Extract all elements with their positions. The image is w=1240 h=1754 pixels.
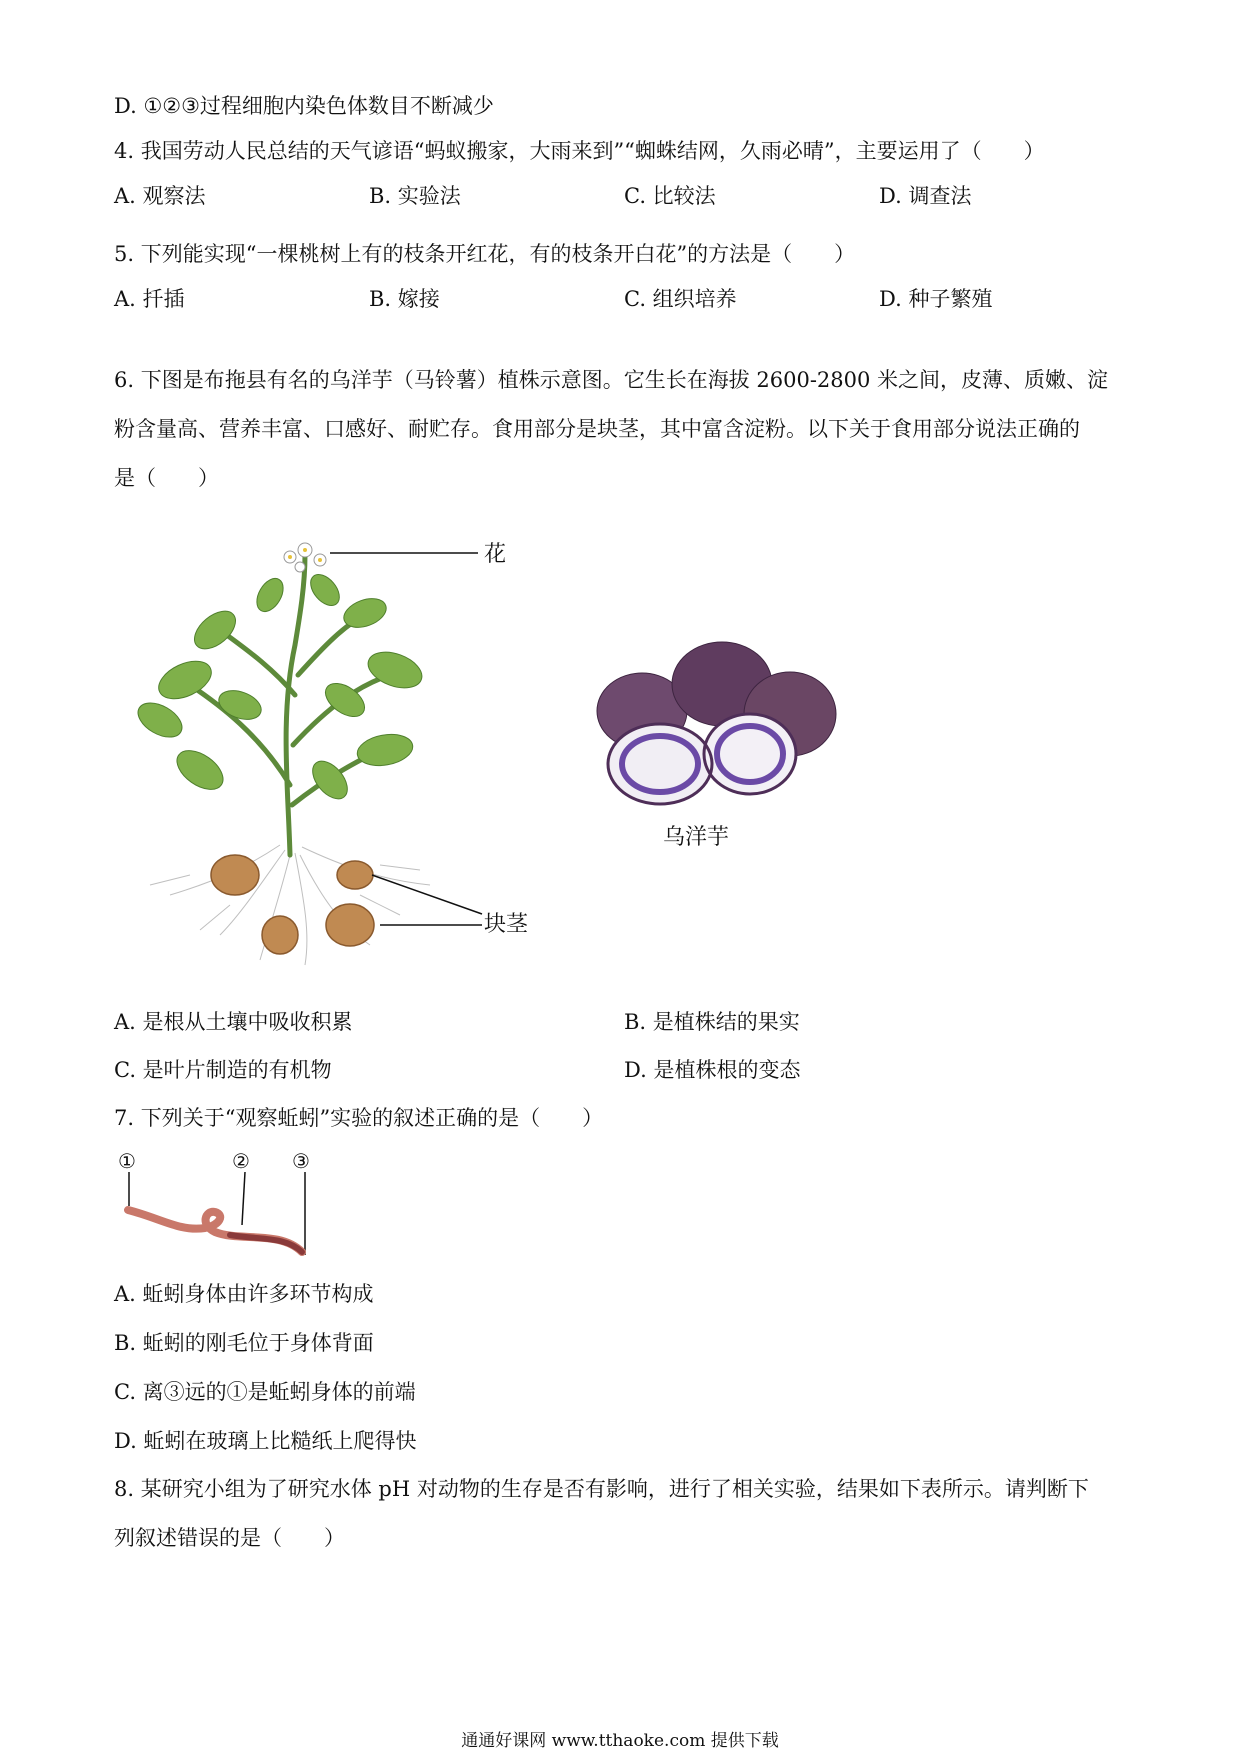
q8-stem-line-1: 8. 某研究小组为了研究水体 pH 对动物的生存是否有影响，进行了相关实验，结果如下表所示。请判断下 [114,1477,1089,1501]
q5-option-a: A. 扦插 [114,287,185,311]
q5-stem: 5. 下列能实现“一棵桃树上有的枝条开红花，有的枝条开白花”的方法是（ ） [114,242,856,266]
q4-stem: 4. 我国劳动人民总结的天气谚语“蚂蚁搬家，大雨来到”“蜘蛛结网，久雨必晴”，主要运用了（ ） [114,139,1045,163]
q4-option-a: A. 观察法 [114,184,206,208]
q6-stem-line-1: 6. 下图是布拖县有名的乌洋芋（马铃薯）植株示意图。它生长在海拔 2600-2800 米之间，皮薄、质嫩、淀 [114,368,1109,392]
earthworm-marker-3: ③ [292,1149,310,1173]
earthworm-marker-1: ① [118,1149,136,1173]
q7-option-a: A. 蚯蚓身体由许多环节构成 [114,1282,374,1306]
footer-download-note: 通通好课网 www.tthaoke.com 提供下载 [461,1731,779,1751]
q7-option-c: C. 离③远的①是蚯蚓身体的前端 [114,1380,416,1404]
flower-label: 花 [484,542,507,567]
q5-option-c: C. 组织培养 [624,287,737,311]
q6-stem-line-2: 粉含量高、营养丰富、口感好、耐贮存。食用部分是块茎，其中富含淀粉。以下关于食用部分说法正确的 [114,417,1080,441]
q6-option-c: C. 是叶片制造的有机物 [114,1058,332,1082]
q6-option-a: A. 是根从土壤中吸收积累 [114,1010,353,1034]
q7-stem: 7. 下列关于“观察蚯蚓”实验的叙述正确的是（ ） [114,1106,604,1130]
q4-option-d: D. 调查法 [879,184,972,208]
flower-pointer-line [330,548,480,558]
q4-option-b: B. 实验法 [369,184,461,208]
q6-option-d: D. 是植株根的变态 [624,1058,801,1082]
q5-option-b: B. 嫁接 [369,287,440,311]
q7-option-d: D. 蚯蚓在玻璃上比糙纸上爬得快 [114,1429,417,1453]
potato-caption: 乌洋芋 [663,825,730,850]
tuber-pointer-lines [370,870,485,940]
q6-option-b: B. 是植株结的果实 [624,1010,800,1034]
q5-option-d: D. 种子繁殖 [879,287,993,311]
q3-option-d: D. ①②③过程细胞内染色体数目不断减少 [114,94,494,118]
earthworm-illustration [120,1170,320,1260]
purple-potato-photo [592,636,842,811]
q8-stem-line-2: 列叙述错误的是（ ） [114,1526,345,1550]
tuber-label: 块茎 [484,912,529,937]
q6-stem-line-3: 是（ ） [114,466,219,490]
earthworm-marker-2: ② [232,1149,250,1173]
q4-option-c: C. 比较法 [624,184,716,208]
q7-option-b: B. 蚯蚓的刚毛位于身体背面 [114,1331,374,1355]
